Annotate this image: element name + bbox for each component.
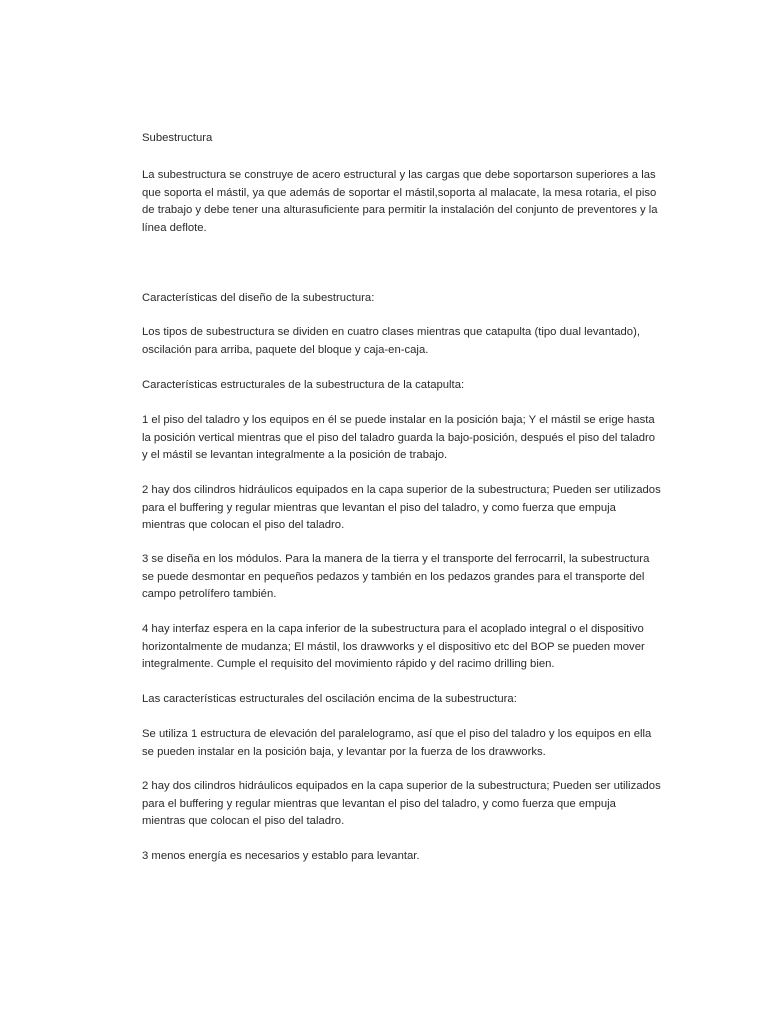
paragraph-swing-1: Se utiliza 1 estructura de elevación del paralelogramo, así que el piso del taladro y los equipos en ella se pueden instalar en la posición baja, y levantar por la fuerza de los drawworks. xyxy=(142,728,652,758)
section-heading-catapult: Características estructurales de la subestructura de la catapulta: xyxy=(142,379,465,391)
paragraph-swing-2: 2 hay dos cilindros hidráulicos equipados en la capa superior de la subestructura; Pueden ser utilizados para el buffering y regular mientras que levantan el piso del taladro, y como fuerza que empuja mientras que colocan el piso del taladro. xyxy=(142,780,661,828)
paragraph-catapult-4: 4 hay interfaz espera en la capa inferior de la subestructura para el acoplado integral o el dispositivo horizontalmente de mudanza; El mástil, los drawworks y el dispositivo etc del BOP se pueden mover integralmente. Cumple el requisito del movimiento rápido y del racimo drilling bien. xyxy=(142,623,645,671)
paragraph-swing-3: 3 menos energía es necesarios y establo para levantar. xyxy=(142,850,420,862)
document-title: Subestructura xyxy=(142,132,213,144)
paragraph-catapult-2: 2 hay dos cilindros hidráulicos equipados en la capa superior de la subestructura; Pueden ser utilizados para el buffering y regular mientras que levantan el piso del taladro, y como fuerza que empuja mientras que colocan el piso del taladro. xyxy=(142,484,661,532)
section-heading-design: Características del diseño de la subestructura: xyxy=(142,292,375,304)
paragraph-catapult-3: 3 se diseña en los módulos. Para la manera de la tierra y el transporte del ferrocarril, la subestructura se puede desmontar en pequeños pedazos y también en los pedazos grandes para el transporte del campo petrolífero también. xyxy=(142,553,650,601)
paragraph-catapult-1: 1 el piso del taladro y los equipos en él se puede instalar en la posición baja; Y el mástil se erige hasta la posición vertical mientras que el piso del taladro guarda la bajo-posición, después el piso del taladro y el mástil se levantan integralmente a la posición de trabajo. xyxy=(142,414,656,462)
section-heading-swing: Las características estructurales del oscilación encima de la subestructura: xyxy=(142,693,517,705)
paragraph-intro: La subestructura se construye de acero estructural y las cargas que debe soportarson superiores a las que soporta el mástil, ya que además de soportar el mástil,soporta al malacate, la mesa rotaria, el piso de trabajo y debe tener una alturasuficiente para permitir la instalación del conjunto de preventores y la línea deflote. xyxy=(142,169,658,234)
paragraph-types: Los tipos de subestructura se dividen en cuatro clases mientras que catapulta (tipo dual levantado), oscilación para arriba, paquete del bloque y caja-en-caja. xyxy=(142,326,640,356)
